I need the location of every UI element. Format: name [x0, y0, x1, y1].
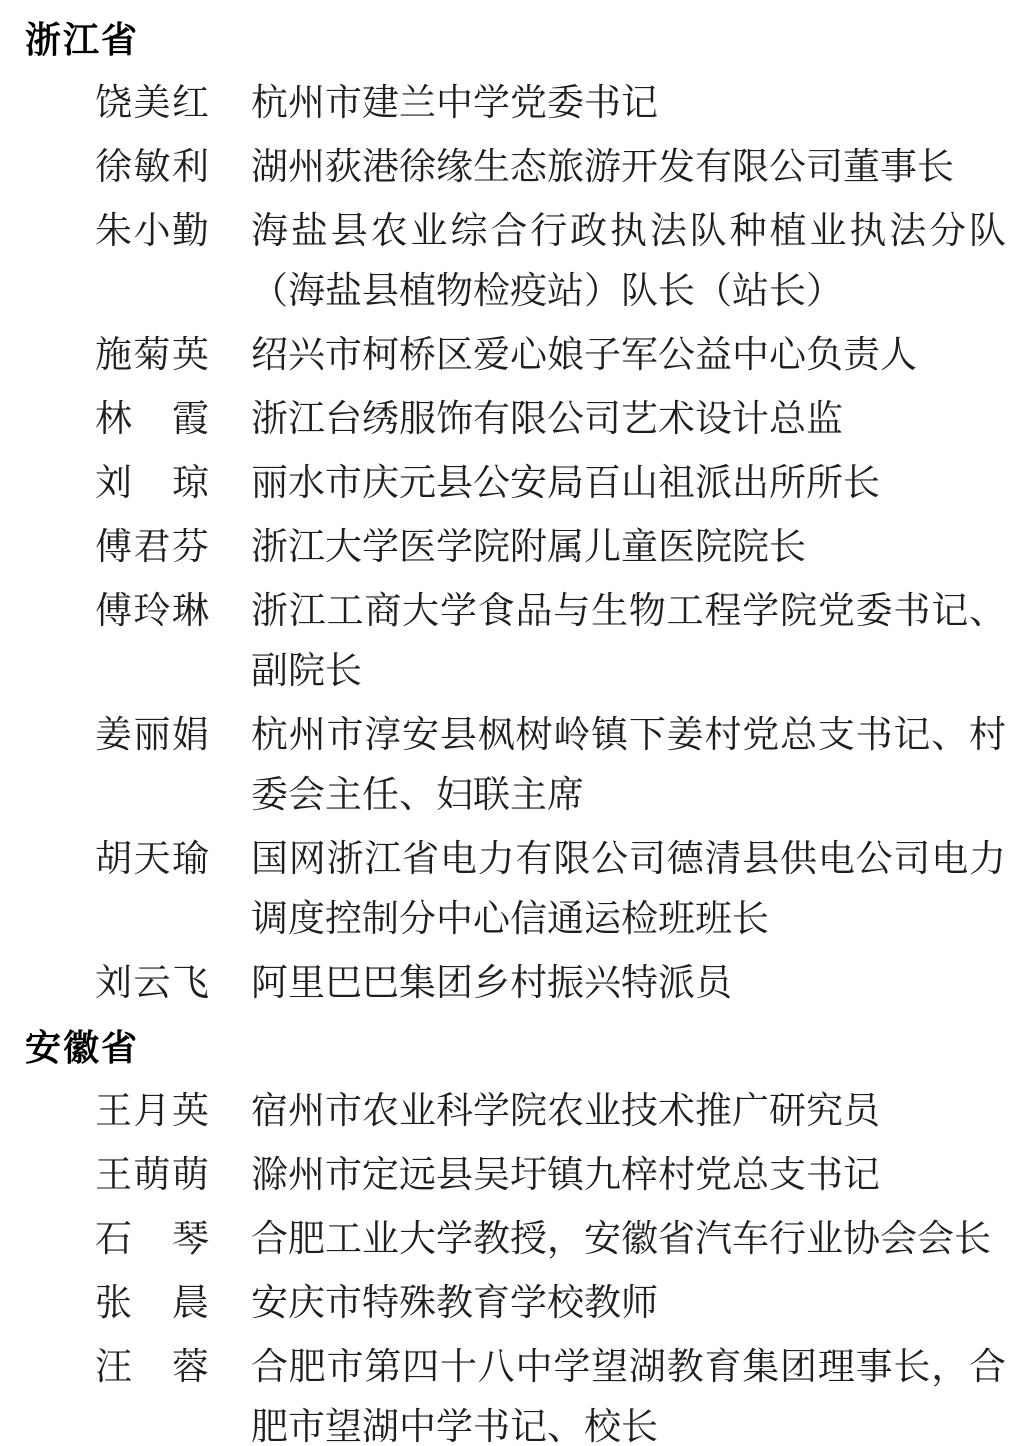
- person-name: 傅玲琳: [95, 591, 209, 632]
- person-row: [25, 582, 1025, 702]
- person-name: 徐敏利: [95, 147, 209, 188]
- person-name: 刘云飞: [95, 963, 209, 1004]
- person-row: [25, 138, 1025, 198]
- province-section: [25, 1018, 1025, 1446]
- person-position: 滁州市定远县吴圩镇九梓村党总支书记: [251, 1155, 880, 1196]
- person-row: [25, 1338, 1025, 1446]
- person-name: 胡天瑜: [95, 839, 209, 880]
- person-position: 阿里巴巴集团乡村振兴特派员: [251, 963, 732, 1004]
- person-row: [25, 454, 1025, 514]
- person-position: 合肥市第四十八中学望湖教育集团理事长，合肥市望湖中学书记、校长: [251, 1347, 1006, 1446]
- person-name: 王月英: [95, 1091, 209, 1132]
- person-name: 刘琼: [95, 463, 209, 504]
- person-row: [25, 954, 1025, 1014]
- person-row: [25, 1082, 1025, 1142]
- person-position: 安庆市特殊教育学校教师: [251, 1283, 658, 1324]
- person-row: [25, 1274, 1025, 1334]
- person-position: 浙江台绣服饰有限公司艺术设计总监: [251, 399, 843, 440]
- person-position: 杭州市建兰中学党委书记: [251, 83, 658, 124]
- province-entries: [25, 74, 1025, 1014]
- person-name: 饶美红: [95, 83, 209, 124]
- province-heading: 浙江省: [25, 19, 140, 60]
- person-position: 国网浙江省电力有限公司德清县供电公司电力调度控制分中心信通运检班班长: [251, 839, 1006, 940]
- person-position: 杭州市淳安县枫树岭镇下姜村党总支书记、村委会主任、妇联主席: [251, 715, 1006, 816]
- award-list: [25, 10, 1025, 1446]
- person-name: 石琴: [95, 1219, 209, 1260]
- person-row: [25, 1210, 1025, 1270]
- person-row: [25, 830, 1025, 950]
- person-name: 姜丽娟: [95, 715, 209, 756]
- person-name: 汪蓉: [95, 1347, 209, 1388]
- person-row: [25, 706, 1025, 826]
- person-row: [25, 1146, 1025, 1206]
- person-position: 绍兴市柯桥区爱心娘子军公益中心负责人: [251, 335, 917, 376]
- person-row: [25, 518, 1025, 578]
- province-entries: [25, 1082, 1025, 1446]
- person-row: [25, 202, 1025, 322]
- person-row: [25, 326, 1025, 386]
- person-position: 浙江大学医学院附属儿童医院院长: [251, 527, 806, 568]
- person-position: 海盐县农业综合行政执法队种植业执法分队（海盐县植物检疫站）队长（站长）: [251, 211, 1006, 312]
- person-position: 合肥工业大学教授，安徽省汽车行业协会会长: [251, 1219, 991, 1260]
- province-heading: 安徽省: [25, 1027, 140, 1068]
- person-row: [25, 74, 1025, 134]
- person-row: [25, 390, 1025, 450]
- person-position: 丽水市庆元县公安局百山祖派出所所长: [251, 463, 880, 504]
- person-name: 林霞: [95, 399, 209, 440]
- person-name: 傅君芬: [95, 527, 209, 568]
- province-section: [25, 10, 1025, 1014]
- person-name: 张晨: [95, 1283, 209, 1324]
- person-position: 浙江工商大学食品与生物工程学院党委书记、副院长: [251, 591, 1006, 692]
- person-position: 宿州市农业科学院农业技术推广研究员: [251, 1091, 880, 1132]
- person-name: 朱小勤: [95, 211, 209, 252]
- person-position: 湖州荻港徐缘生态旅游开发有限公司董事长: [251, 147, 954, 188]
- person-name: 王萌萌: [95, 1155, 209, 1196]
- person-name: 施菊英: [95, 335, 209, 376]
